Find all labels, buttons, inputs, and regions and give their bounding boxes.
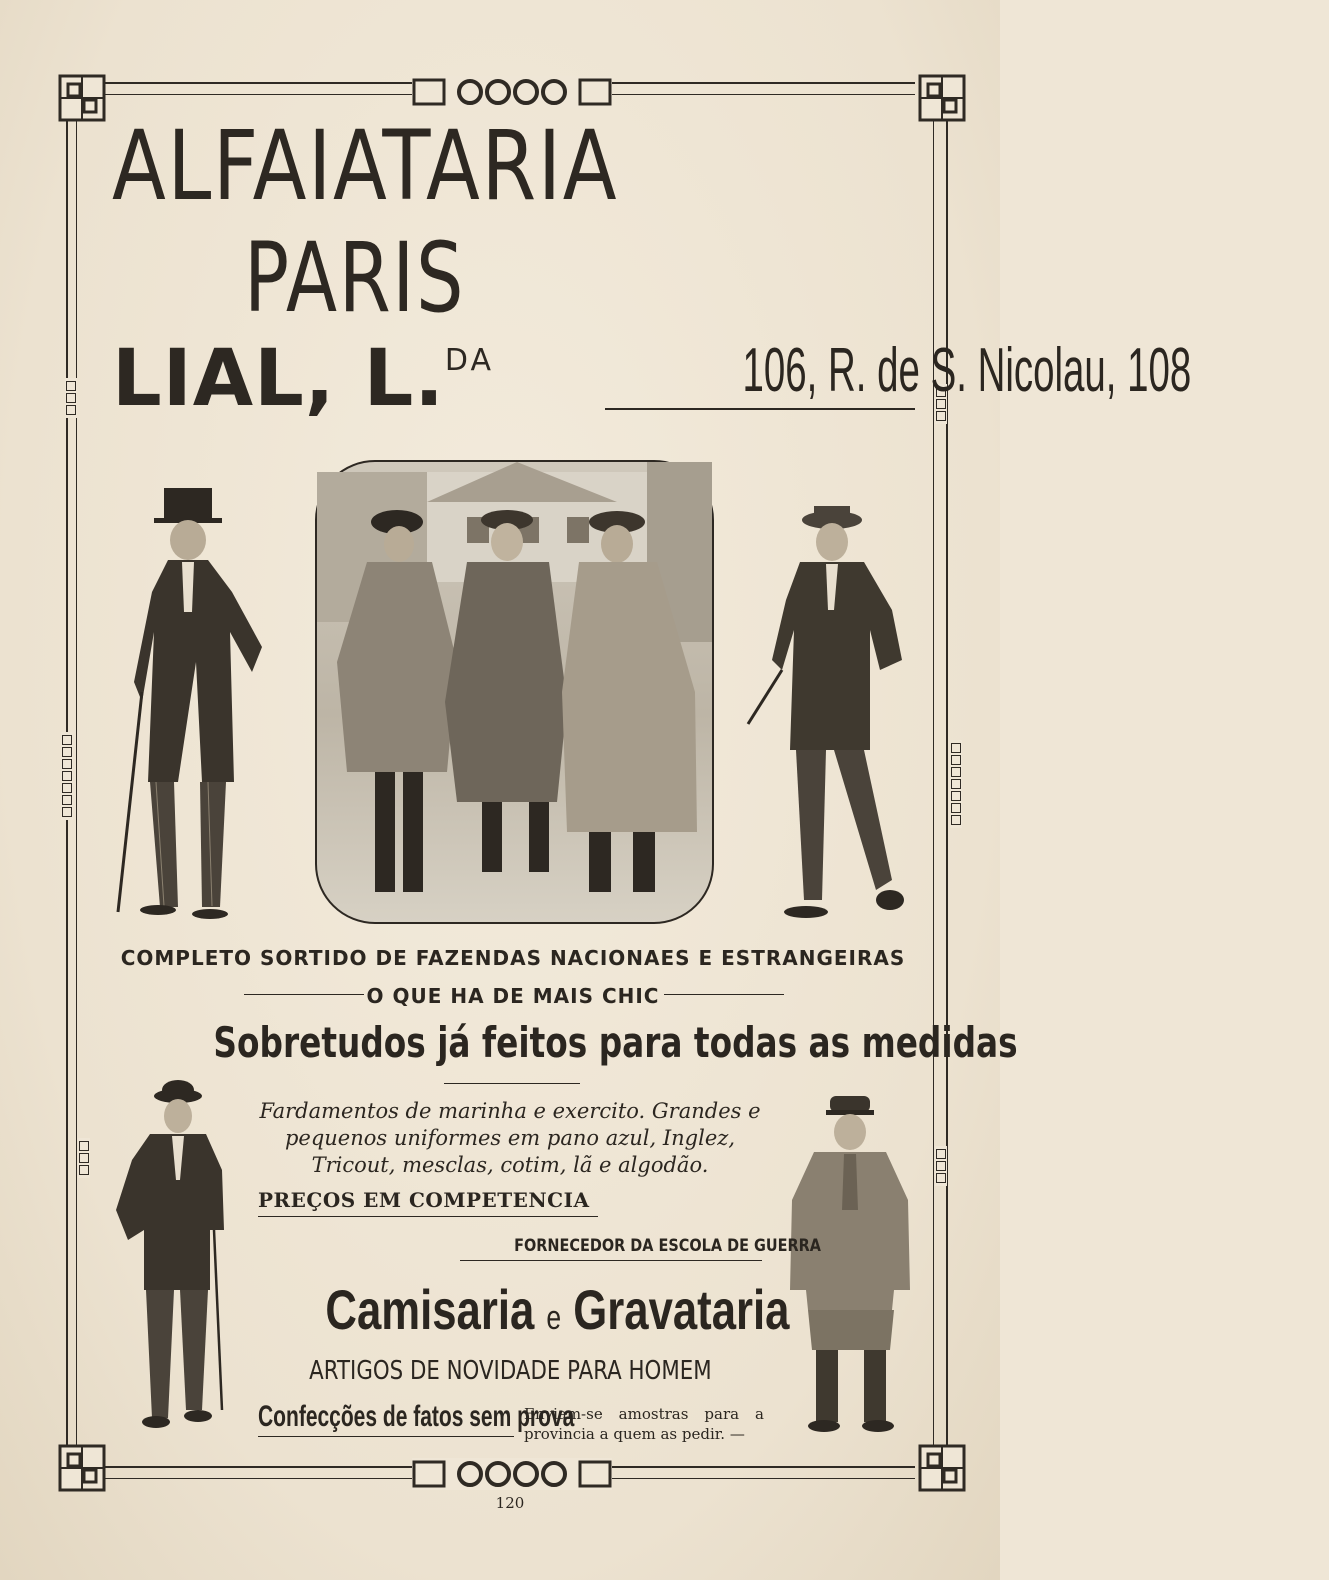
side-chain-ornament-icon (61, 732, 73, 820)
side-chain-ornament-icon (935, 1146, 947, 1186)
tailoring-text (258, 1400, 575, 1437)
shirts-ties-heading (260, 1278, 790, 1341)
supplier-text (460, 1236, 821, 1261)
supplier-text-inner: FORNECEDOR DA ESCOLA DE GUERRA (514, 1236, 821, 1256)
border-center-ornament-icon (412, 76, 612, 108)
novelties-text (260, 1356, 760, 1386)
tailoring-text-inner: Confecções de fatos sem prova (258, 1400, 575, 1433)
corner-ornament-icon (918, 1444, 968, 1494)
border-center-ornament-icon (412, 1458, 612, 1490)
divider-rule (444, 1083, 580, 1084)
novelties-text-inner: ARTIGOS DE NOVIDADE PARA HOMEM (308, 1356, 712, 1386)
illustration-gentleman-top-hat (112, 482, 282, 932)
illustration-gentleman-bowler-hat (110, 1080, 240, 1440)
shop-title-city: PARIS (244, 222, 466, 334)
company-suffix: DA (444, 343, 495, 378)
corner-ornament-icon (918, 74, 968, 124)
photo-illustration-icon (317, 462, 712, 922)
company-name (112, 334, 495, 424)
photo-three-gentlemen-coats (315, 460, 714, 924)
uniforms-description: Fardamentos de marinha e exercito. Grandes e pequenos uniformes em pano azul, Inglez, Tricout, mesclas, cotim, lã e algodão. (259, 1099, 761, 1177)
side-chain-ornament-icon (950, 740, 962, 828)
overcoats-headline-text: Sobretudos já feitos para todas as medidas (213, 1018, 1018, 1067)
assortment-text: COMPLETO SORTIDO DE FAZENDAS NACIONAES E ESTRANGEIRAS (120, 946, 906, 970)
shop-address-text: 106, R. de S. Nicolau, 108 (742, 336, 1192, 405)
prices-text: PREÇOS EM COMPETENCIA (258, 1188, 598, 1217)
chic-text: O QUE HA DE MAIS CHIC (366, 984, 660, 1008)
samples-note: Enviam-se amostras para a provincia a quem as pedir. — (524, 1405, 764, 1443)
corner-ornament-icon (58, 1444, 108, 1494)
page-number: 120 (495, 1494, 525, 1512)
side-chain-ornament-icon (65, 378, 77, 418)
ties-word: Gravataria (573, 1278, 790, 1341)
shop-title: ALFAIATARIA (112, 110, 619, 222)
company-name-text: LIAL, L. (112, 334, 445, 424)
shirts-word: Camisaria (325, 1278, 535, 1341)
overcoats-headline (100, 1018, 1018, 1067)
illustration-gentleman-walking-cane (742, 500, 912, 930)
side-chain-ornament-icon (78, 1138, 90, 1178)
shop-address (605, 336, 1192, 410)
corner-ornament-icon (58, 74, 108, 124)
illustration-military-officer (786, 1090, 916, 1440)
conjunction: e (546, 1299, 562, 1337)
divider-rule (664, 994, 784, 995)
